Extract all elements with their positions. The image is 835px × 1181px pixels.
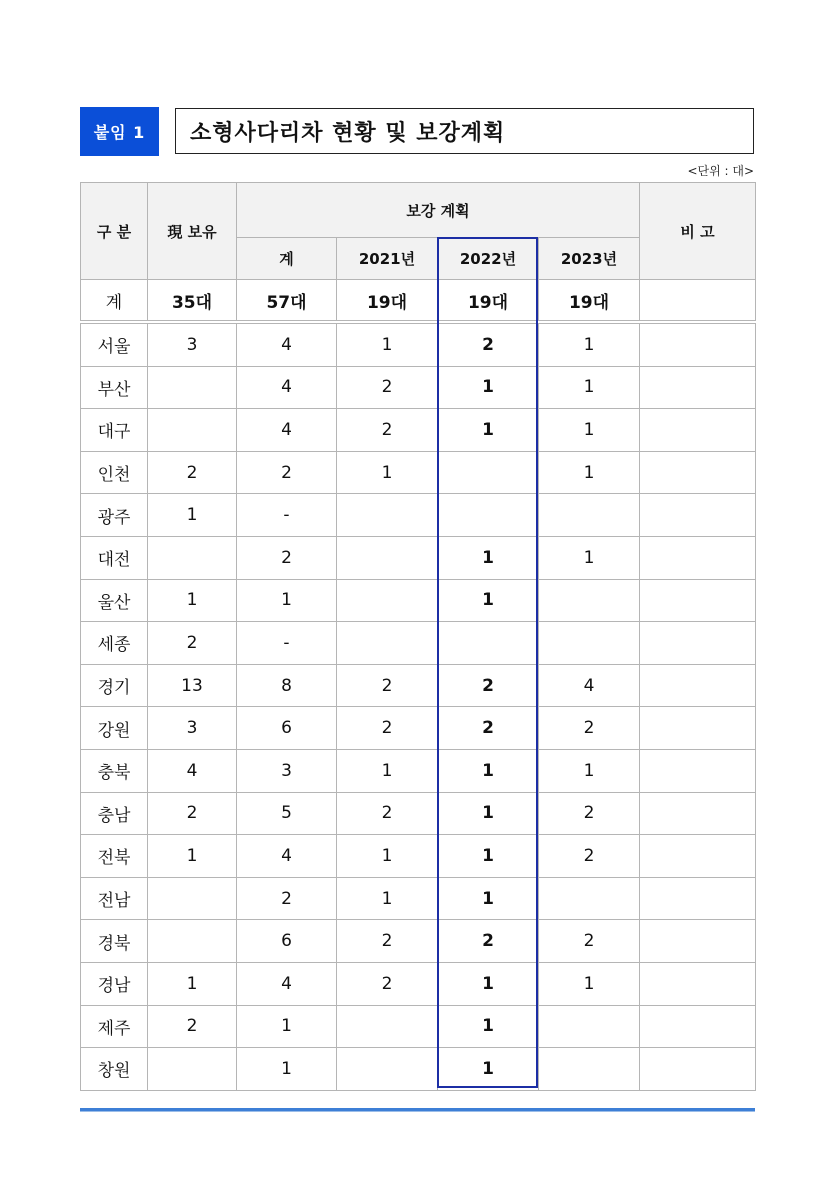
sum-cell: 6 [237,707,337,750]
y2023-cell: 2 [539,792,640,835]
footer-rule-thin [80,1111,755,1112]
sum-cell: 6 [237,920,337,963]
y2023-cell: 4 [539,664,640,707]
y2022-cell: 2 [438,707,539,750]
y2023-cell [539,622,640,665]
y2022-cell [438,494,539,537]
document-title: 소형사다리차 현황 및 보강계획 [175,108,754,154]
region-cell: 울산 [81,579,148,622]
table-row [81,835,756,878]
y2022-cell: 1 [438,749,539,792]
holding-cell: 13 [148,664,237,707]
region-cell: 대전 [81,536,148,579]
header-2021: 2021년 [337,238,438,280]
note-cell [640,622,756,665]
y2021-cell: 2 [337,707,438,750]
region-cell: 부산 [81,366,148,409]
region-cell: 인천 [81,451,148,494]
y2023-cell [539,494,640,537]
total-label: 계 [81,280,148,323]
y2023-cell: 1 [539,749,640,792]
table-row [81,622,756,665]
holding-cell: 1 [148,835,237,878]
sum-cell: 5 [237,792,337,835]
y2023-cell: 1 [539,962,640,1005]
holding-cell: 2 [148,1005,237,1048]
sum-cell: 4 [237,366,337,409]
note-cell [640,409,756,452]
y2021-cell: 1 [337,451,438,494]
holding-cell [148,366,237,409]
region-cell: 충남 [81,792,148,835]
region-cell: 경기 [81,664,148,707]
y2023-cell [539,579,640,622]
header-sum: 계 [237,238,337,280]
sum-cell: 2 [237,451,337,494]
y2022-cell: 1 [438,579,539,622]
y2021-cell: 1 [337,835,438,878]
note-cell [640,451,756,494]
y2021-cell: 2 [337,962,438,1005]
sum-cell: 4 [237,835,337,878]
header-holding: 現 보유 [148,183,237,280]
holding-cell [148,1048,237,1091]
unit-label: <단위 : 대> [687,164,754,178]
y2022-cell: 1 [438,536,539,579]
ladder-truck-table [80,182,756,1091]
y2023-cell: 1 [539,322,640,366]
note-cell [640,920,756,963]
holding-cell: 2 [148,792,237,835]
note-cell [640,366,756,409]
y2023-cell: 1 [539,409,640,452]
table-row [81,1005,756,1048]
region-cell: 서울 [81,322,148,366]
sum-cell: 4 [237,322,337,366]
sum-cell: 8 [237,664,337,707]
note-cell [640,962,756,1005]
y2021-cell: 1 [337,322,438,366]
region-cell: 창원 [81,1048,148,1091]
y2023-cell: 1 [539,366,640,409]
y2021-cell [337,494,438,537]
y2021-cell [337,1048,438,1091]
region-cell: 전북 [81,835,148,878]
table-row [81,877,756,920]
total-row [81,280,756,323]
header-row-1 [81,183,756,238]
holding-cell [148,877,237,920]
y2022-cell: 1 [438,1005,539,1048]
y2023-cell: 2 [539,920,640,963]
table-row [81,792,756,835]
region-cell: 강원 [81,707,148,750]
holding-cell [148,409,237,452]
y2021-cell: 2 [337,409,438,452]
header-plan: 보강 계획 [237,183,640,238]
sum-cell: - [237,494,337,537]
sum-cell: 1 [237,579,337,622]
y2023-cell: 1 [539,451,640,494]
region-cell: 광주 [81,494,148,537]
total-sum: 57대 [237,280,337,323]
y2021-cell: 2 [337,792,438,835]
holding-cell: 4 [148,749,237,792]
y2022-cell: 2 [438,322,539,366]
y2021-cell [337,622,438,665]
y2021-cell: 2 [337,664,438,707]
y2021-cell [337,579,438,622]
y2023-cell [539,877,640,920]
region-cell: 충북 [81,749,148,792]
note-cell [640,835,756,878]
total-note [640,280,756,323]
y2021-cell [337,536,438,579]
y2021-cell: 2 [337,366,438,409]
note-cell [640,877,756,920]
table-row [81,920,756,963]
sum-cell: 4 [237,409,337,452]
table-row [81,409,756,452]
total-2021: 19대 [337,280,438,323]
y2022-cell: 1 [438,877,539,920]
table-row [81,962,756,1005]
sum-cell: 3 [237,749,337,792]
region-cell: 전남 [81,877,148,920]
table-row [81,1048,756,1091]
y2022-cell [438,451,539,494]
note-cell [640,579,756,622]
table-row [81,366,756,409]
y2022-cell: 1 [438,792,539,835]
sum-cell: 2 [237,536,337,579]
holding-cell [148,920,237,963]
total-2022: 19대 [438,280,539,323]
note-cell [640,322,756,366]
note-cell [640,664,756,707]
holding-cell: 2 [148,622,237,665]
table-row [81,664,756,707]
holding-cell [148,536,237,579]
holding-cell: 1 [148,494,237,537]
table-row [81,494,756,537]
y2021-cell: 2 [337,920,438,963]
holding-cell: 3 [148,707,237,750]
y2021-cell [337,1005,438,1048]
note-cell [640,494,756,537]
header-note: 비 고 [640,183,756,280]
holding-cell: 1 [148,579,237,622]
y2022-cell: 1 [438,835,539,878]
total-holding: 35대 [148,280,237,323]
sum-cell: 1 [237,1005,337,1048]
sum-cell: 1 [237,1048,337,1091]
y2022-cell: 1 [438,366,539,409]
y2022-cell [438,622,539,665]
y2022-cell: 1 [438,962,539,1005]
y2021-cell: 1 [337,877,438,920]
table-row [81,579,756,622]
y2022-cell: 1 [438,409,539,452]
note-cell [640,1048,756,1091]
table-row [81,749,756,792]
sum-cell: 2 [237,877,337,920]
note-cell [640,707,756,750]
sum-cell: - [237,622,337,665]
holding-cell: 1 [148,962,237,1005]
region-cell: 제주 [81,1005,148,1048]
attachment-badge: 붙임 1 [80,107,159,156]
header-2022: 2022년 [438,238,539,280]
region-cell: 세종 [81,622,148,665]
note-cell [640,792,756,835]
region-cell: 대구 [81,409,148,452]
y2023-cell: 2 [539,835,640,878]
note-cell [640,749,756,792]
note-cell [640,536,756,579]
header-category: 구 분 [81,183,148,280]
table-row [81,451,756,494]
holding-cell: 2 [148,451,237,494]
y2023-cell: 2 [539,707,640,750]
table-row [81,536,756,579]
region-cell: 경북 [81,920,148,963]
holding-cell: 3 [148,322,237,366]
total-2023: 19대 [539,280,640,323]
table-row [81,322,756,366]
note-cell [640,1005,756,1048]
table-row [81,707,756,750]
region-cell: 경남 [81,962,148,1005]
sum-cell: 4 [237,962,337,1005]
y2023-cell: 1 [539,536,640,579]
y2022-cell: 2 [438,920,539,963]
y2023-cell [539,1005,640,1048]
y2022-cell: 2 [438,664,539,707]
y2023-cell [539,1048,640,1091]
y2021-cell: 1 [337,749,438,792]
y2022-cell: 1 [438,1048,539,1091]
header-2023: 2023년 [539,238,640,280]
